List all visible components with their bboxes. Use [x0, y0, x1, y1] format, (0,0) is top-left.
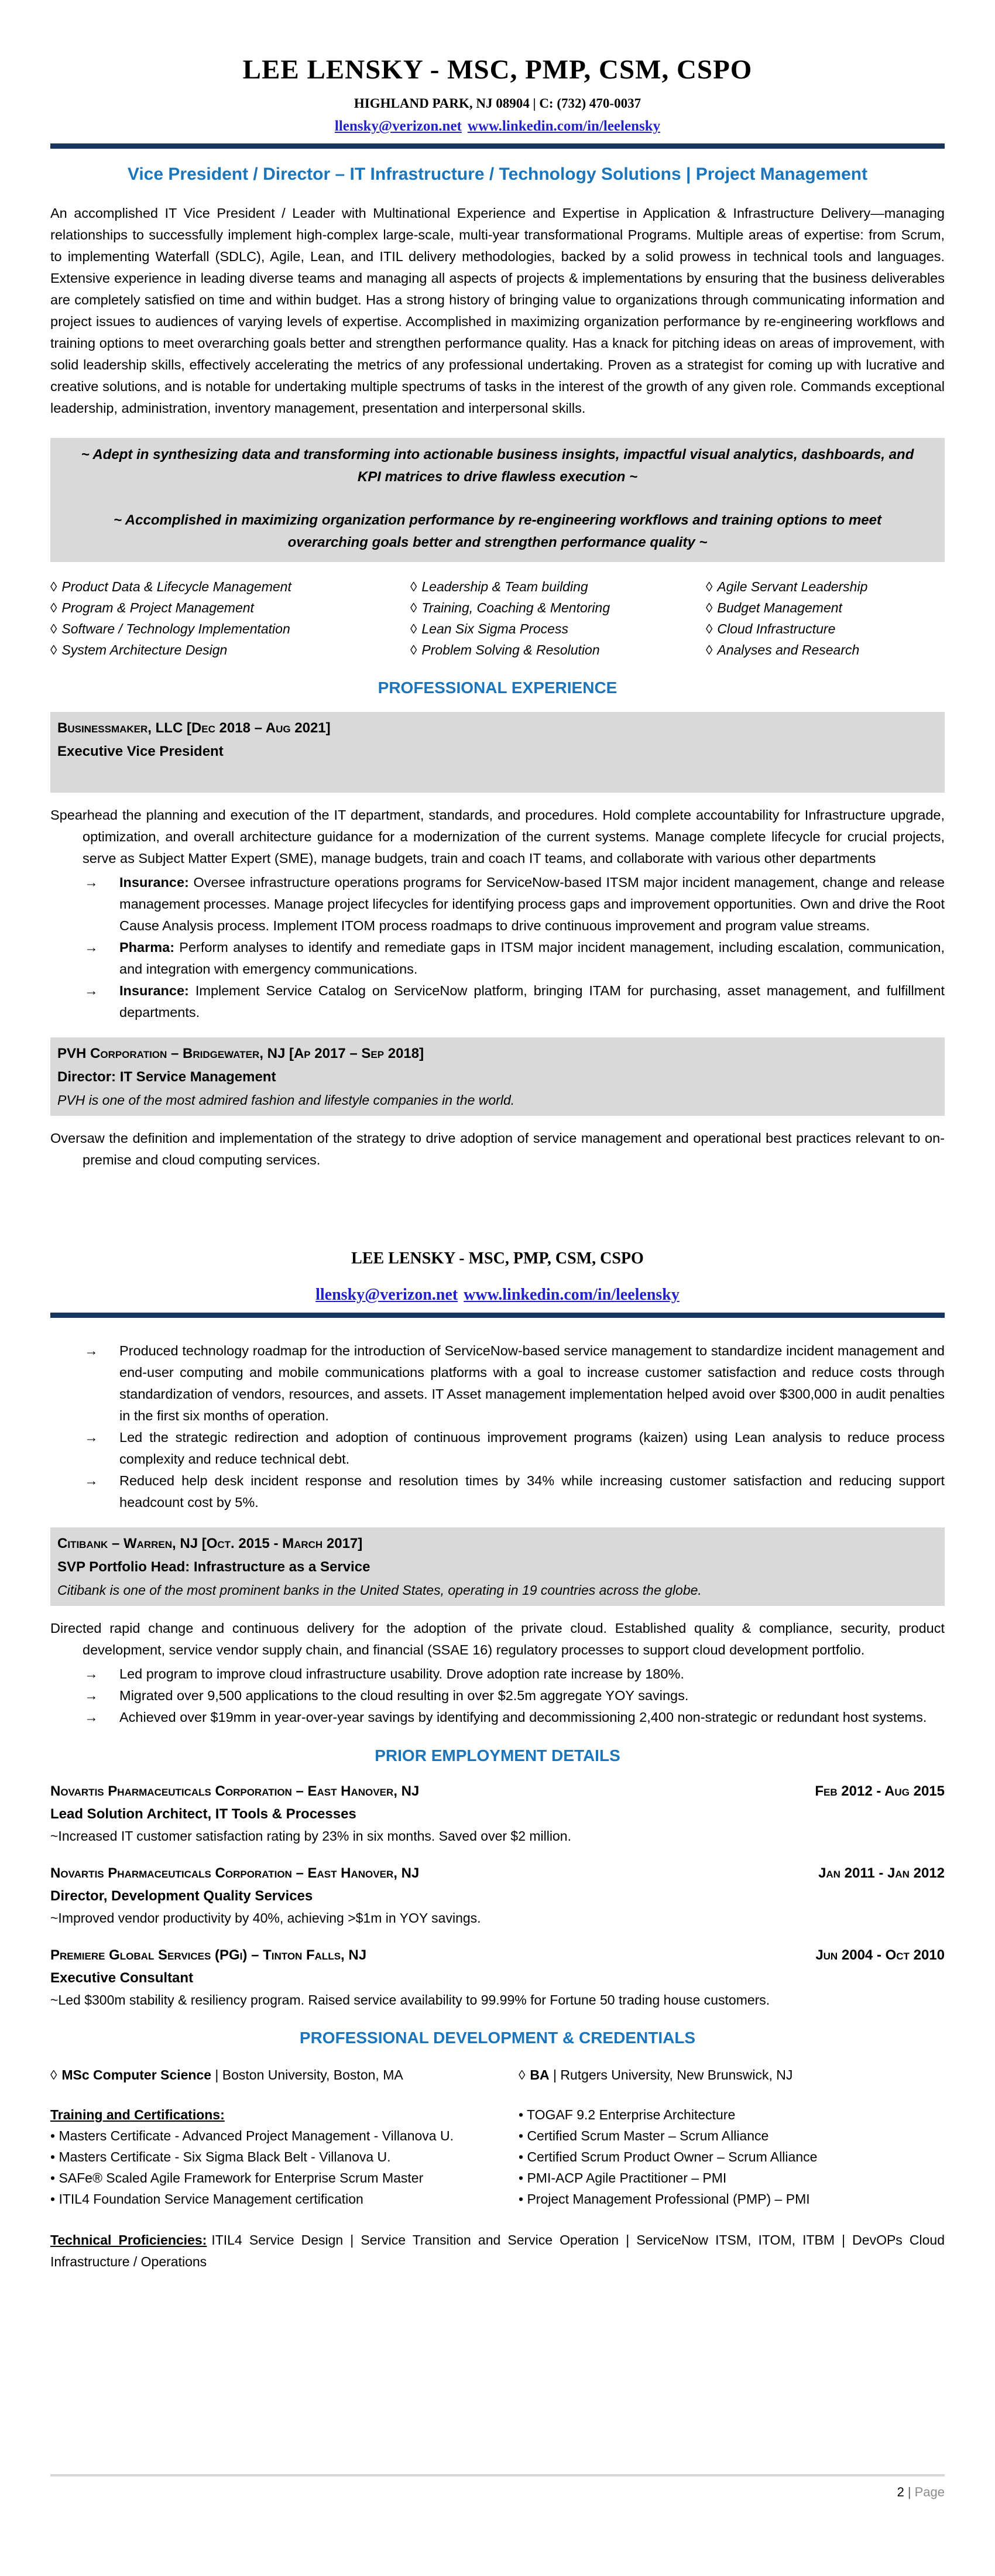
- headline: Vice President / Director – IT Infrastructure / Technology Solutions | Project Management: [127, 165, 868, 184]
- bullet-text: Produced technology roadmap for the introduction of ServiceNow-based service management to standardize incident management and end-user computing and mobile communications platforms with a goal to increase customer satisfaction and reduce costs through standardization of vendors, resources, and assets. IT Asset management implementation helped avoid over $300,000 in audit penalties in the first six months of operation.: [119, 1343, 945, 1423]
- role-intro-paragraph: Oversaw the definition and implementation of the strategy to drive adoption of service management and operational best practices relevant to on-premise and cloud computing services.: [50, 1131, 945, 1167]
- skill-item-label: System Architecture Design: [61, 642, 228, 657]
- company-line: Citibank – Warren, NJ [Oct. 2015 - March 2017]: [57, 1536, 363, 1551]
- company-line: Businessmaker, LLC [Dec 2018 – Aug 2021]: [57, 720, 331, 736]
- skills-column-1: [50, 576, 410, 660]
- role-title: SVP Portfolio Head: Infrastructure as a Service: [57, 1559, 370, 1575]
- prior-employment-entry: [50, 1944, 945, 2010]
- bullet-text: Led the strategic redirection and adoption of continuous improvement programs (kaizen) using Lean analysis to reduce process complexity and reduce technical debt.: [119, 1430, 945, 1467]
- company-description: Citibank is one of the most prominent banks in the United States, operating in 19 countries across the globe.: [57, 1582, 702, 1598]
- diamond-bullet-icon: ◊: [410, 600, 417, 615]
- footer-divider: [50, 2474, 945, 2476]
- degree-item: [519, 2064, 946, 2085]
- degrees-row: [50, 2064, 945, 2085]
- bullet-lead: Insurance:: [119, 983, 189, 998]
- prior-summary: ~Increased IT customer satisfaction rating by 23% in six months. Saved over $2 million.: [50, 1828, 571, 1844]
- arrow-bullet-icon: →: [84, 875, 98, 890]
- page2-header-divider: [50, 1313, 945, 1318]
- skill-item: [50, 576, 410, 597]
- degree-item: [50, 2064, 519, 2085]
- skill-item-label: Agile Servant Leadership: [717, 579, 868, 594]
- bullet-item: [50, 1427, 945, 1470]
- skill-item-label: Software / Technology Implementation: [61, 621, 290, 636]
- skills-column-2: [410, 576, 706, 660]
- diamond-bullet-icon: ◊: [706, 600, 713, 615]
- experience-page2: [50, 1340, 945, 1728]
- skills-list: [50, 576, 945, 660]
- training-item-left: • SAFe® Scaled Agile Framework for Enterprise Scrum Master: [50, 2170, 424, 2186]
- bullet-text: Led program to improve cloud infrastructure usability. Drove adoption rate increase by 180%.: [119, 1666, 684, 1681]
- prior-title: Executive Consultant: [50, 1970, 194, 1986]
- arrow-bullet-icon: →: [84, 1666, 98, 1681]
- bullet-item: [50, 1340, 945, 1427]
- skill-item: [410, 576, 706, 597]
- skill-item-label: Cloud Infrastructure: [717, 621, 836, 636]
- skills-column-3: [706, 576, 946, 660]
- diamond-bullet-icon: ◊: [519, 2067, 526, 2082]
- arrow-bullet-icon: →: [84, 1688, 98, 1703]
- degree-school: | Boston University, Boston, MA: [215, 2067, 403, 2082]
- prior-employment-entry: [50, 1862, 945, 1928]
- footer-page-indicator: [50, 2485, 945, 2500]
- skill-item: [706, 597, 946, 618]
- diamond-bullet-icon: ◊: [50, 642, 57, 657]
- diamond-bullet-icon: ◊: [706, 642, 713, 657]
- bullet-text: Implement Service Catalog on ServiceNow platform, bringing ITAM for purchasing, asset management, and fulfillment departments.: [119, 983, 945, 1020]
- bullet-text: Achieved over $19mm in year-over-year savings by identifying and decommissioning 2,400 non-strategic or redundant host systems.: [119, 1710, 927, 1725]
- diamond-bullet-icon: ◊: [706, 579, 713, 594]
- diamond-bullet-icon: ◊: [410, 621, 417, 636]
- section-heading-prior: PRIOR EMPLOYMENT DETAILS: [375, 1746, 620, 1765]
- prior-employment-list: [50, 1780, 945, 2010]
- skill-item: [50, 618, 410, 639]
- bullet-text: Oversee infrastructure operations programs for ServiceNow-based ITSM major incident management, change and release management processes. Manage project lifecycles for identifying process gaps and improvement opportunities. Own and drive the Root Cause Analysis process. Implement ITOM process roadmaps to drive continuous improvement and program value streams.: [119, 875, 945, 933]
- tagline: ~ Accomplished in maximizing organization performance by re-engineering workflows and training options to meet overarching goals better and strengthen performance quality ~: [114, 512, 881, 550]
- diamond-bullet-icon: ◊: [410, 579, 417, 594]
- diamond-bullet-icon: ◊: [410, 642, 417, 657]
- prior-company: Premiere Global Services (PGi) – Tinton Falls, NJ: [50, 1947, 367, 1963]
- header-divider: [50, 143, 945, 149]
- bullet-text: Migrated over 9,500 applications to the cloud resulting in over $2.5m aggregate YOY savings.: [119, 1688, 689, 1703]
- linkedin-link-2[interactable]: www.linkedin.com/in/leelensky: [464, 1286, 680, 1304]
- prior-company: Novartis Pharmaceuticals Corporation – East Hanover, NJ: [50, 1865, 420, 1881]
- role-header-block: [50, 1527, 945, 1606]
- email-link-2[interactable]: llensky@verizon.net: [315, 1286, 458, 1304]
- skill-item: [706, 576, 946, 597]
- prior-company-row: [50, 1862, 945, 1885]
- contact-links: [50, 117, 945, 135]
- footer-separator: |: [907, 2485, 911, 2499]
- diamond-bullet-icon: ◊: [50, 579, 57, 594]
- prior-company-row: [50, 1780, 945, 1803]
- tagline: ~ Adept in synthesizing data and transforming into actionable business insights, impactful visual analytics, dashboards, and KPI matrices to drive flawless execution ~: [81, 447, 914, 485]
- company-description: PVH is one of the most admired fashion and lifestyle companies in the world.: [57, 1092, 515, 1108]
- skill-item-label: Leadership & Team building: [421, 579, 588, 594]
- linkedin-link[interactable]: www.linkedin.com/in/leelensky: [467, 118, 661, 134]
- skill-item: [410, 618, 706, 639]
- prior-title: Director, Development Quality Services: [50, 1888, 313, 1904]
- skill-item-label: Lean Six Sigma Process: [421, 621, 568, 636]
- page-title: LEE LENSKY - MSC, PMP, CSM, CSPO: [242, 54, 753, 85]
- diamond-bullet-icon: ◊: [50, 600, 57, 615]
- skill-item-label: Training, Coaching & Mentoring: [421, 600, 610, 615]
- bullet-list: [50, 1340, 945, 1513]
- training-item-left: • Masters Certificate - Six Sigma Black Belt - Villanova U.: [50, 2149, 391, 2164]
- role-title: Executive Vice President: [57, 744, 224, 759]
- bullet-lead: Pharma:: [119, 940, 175, 955]
- bullet-item: [50, 1663, 945, 1685]
- skill-item-label: Product Data & Lifecycle Management: [61, 579, 291, 594]
- contact-line: HIGHLAND PARK, NJ 08904 | C: (732) 470-0037: [354, 96, 641, 111]
- prior-employment-entry: [50, 1780, 945, 1847]
- prior-dates: Jun 2004 - Oct 2010: [815, 1947, 945, 1963]
- training-item-right: • PMI-ACP Agile Practitioner – PMI: [519, 2170, 727, 2186]
- prior-title: Lead Solution Architect, IT Tools & Processes: [50, 1806, 356, 1822]
- prior-company: Novartis Pharmaceuticals Corporation – East Hanover, NJ: [50, 1783, 420, 1799]
- role-title: Director: IT Service Management: [57, 1069, 276, 1085]
- diamond-bullet-icon: ◊: [50, 2067, 57, 2082]
- technical-proficiencies-label: Technical Proficiencies:: [50, 2232, 207, 2248]
- training-header-label: Training and Certifications:: [50, 2107, 225, 2122]
- experience-page1: [50, 712, 945, 1171]
- section-heading-experience: PROFESSIONAL EXPERIENCE: [378, 679, 617, 697]
- skill-item-label: Program & Project Management: [61, 600, 254, 615]
- bullet-item: [50, 937, 945, 980]
- role-header-spacer: [57, 763, 938, 788]
- degree-school: | Rutgers University, New Brunswick, NJ: [553, 2067, 793, 2082]
- bullet-text: Reduced help desk incident response and resolution times by 34% while increasing customer satisfaction and reducing support headcount cost by 5%.: [119, 1473, 945, 1510]
- training-item-right: • Certified Scrum Master – Scrum Alliance: [519, 2128, 769, 2143]
- arrow-bullet-icon: →: [84, 1473, 98, 1488]
- footer-page-number: 2: [897, 2485, 904, 2499]
- page2-title: LEE LENSKY - MSC, PMP, CSM, CSPO: [351, 1249, 644, 1268]
- skill-item-label: Analyses and Research: [717, 642, 860, 657]
- diamond-bullet-icon: ◊: [50, 621, 57, 636]
- arrow-bullet-icon: →: [84, 1710, 98, 1725]
- skill-item: [50, 597, 410, 618]
- skill-item-label: Problem Solving & Resolution: [421, 642, 600, 657]
- bullet-text: Perform analyses to identify and remediate gaps in ITSM major incident management, including escalation, communication, and integration with emergency communications.: [119, 940, 945, 977]
- page2-contact-links: [50, 1284, 945, 1306]
- degree-name: BA: [530, 2067, 550, 2082]
- training-item-right: • Project Management Professional (PMP) – PMI: [519, 2191, 810, 2207]
- technical-proficiencies: [50, 2229, 945, 2273]
- bullet-item: [50, 980, 945, 1023]
- technical-proficiencies-text: ITIL4 Service Design | Service Transition and Service Operation | ServiceNow ITSM, ITOM, ITBM | DevOPs Cloud Infrastructure / Operations: [50, 2232, 945, 2269]
- bullet-lead: Insurance:: [119, 875, 189, 890]
- training-grid: [50, 2104, 945, 2210]
- arrow-bullet-icon: →: [84, 940, 98, 955]
- prior-dates: Jan 2011 - Jan 2012: [818, 1865, 945, 1881]
- training-header: [50, 2104, 519, 2125]
- arrow-bullet-icon: →: [84, 1343, 98, 1358]
- bullet-item: [50, 1470, 945, 1513]
- page-break-gap: [50, 1171, 945, 1234]
- skill-item: [410, 639, 706, 660]
- bullet-item: [50, 1685, 945, 1707]
- skill-item: [50, 639, 410, 660]
- diamond-bullet-icon: ◊: [706, 621, 713, 636]
- prior-company-row: [50, 1944, 945, 1967]
- role-header-block: [50, 1037, 945, 1116]
- taglines-block: [50, 438, 945, 562]
- prior-summary: ~Led $300m stability & resiliency program. Raised service availability to 99.99% for Fortune 50 trading house customers.: [50, 1992, 770, 2008]
- training-item-right: • TOGAF 9.2 Enterprise Architecture: [519, 2107, 736, 2122]
- skill-item: [706, 639, 946, 660]
- arrow-bullet-icon: →: [84, 1430, 98, 1445]
- degree-name: MSc Computer Science: [61, 2067, 212, 2082]
- bullet-item: [50, 1707, 945, 1728]
- role-header-block: [50, 712, 945, 793]
- role-intro-paragraph: Spearhead the planning and execution of the IT department, standards, and procedures. Hold complete accountability for Infrastructure upgrade, optimization, and overall architecture guidance for a modernization of the current systems. Manage complete lifecycle for crucial projects, serve as Subject Matter Expert (SME), manage budgets, train and coach IT teams, and collaborate with various other departments: [50, 807, 945, 866]
- skill-item: [706, 618, 946, 639]
- bullet-list: [50, 1663, 945, 1728]
- page-footer: [50, 2474, 945, 2500]
- training-item-left: • ITIL4 Foundation Service Management certification: [50, 2191, 363, 2207]
- prior-summary: ~Improved vendor productivity by 40%, achieving >$1m in YOY savings.: [50, 1910, 481, 1926]
- training-item-left: • Masters Certificate - Advanced Project Management - Villanova U.: [50, 2128, 454, 2143]
- section-heading-credentials: PROFESSIONAL DEVELOPMENT & CREDENTIALS: [299, 2029, 696, 2047]
- company-line: PVH Corporation – Bridgewater, NJ [Ap 2017 – Sep 2018]: [57, 1046, 424, 1061]
- bullet-list: [50, 872, 945, 1023]
- prior-dates: Feb 2012 - Aug 2015: [815, 1783, 945, 1799]
- role-intro-paragraph: Directed rapid change and continuous delivery for the adoption of the private cloud. Established quality & compliance, security, product development, service vendor supply chain, and financial (SSAE 16) regulatory processes to support cloud development portfolio.: [50, 1621, 945, 1657]
- skill-item: [410, 597, 706, 618]
- training-item-right: • Certified Scrum Product Owner – Scrum Alliance: [519, 2149, 818, 2164]
- summary-paragraph: An accomplished IT Vice President / Leader with Multinational Experience and Expertise in Application & Infrastructure Delivery—managing relationships to successfully implement high-complex large-scale, multi-year transformational Programs. Multiple areas of expertise: from Scrum, to implementing Waterfall (SDLC), Agile, Lean, and ITIL delivery methodologies, backed by a solid prowess in technical tools and languages. Extensive experience in leading diverse teams and managing all aspects of projects & implementations by ensuring that the business deliverables are completely satisfied on time and within budget. Has a strong history of bringing value to organizations through communicating information and project issues to audiences of varying levels of expertise. Accomplished in maximizing organization performance by re-engineering workflows and training options to meet overarching goals better and strengthen performance quality. Has a knack for pitching ideas on areas of improvement, with solid leadership skills, effectively accelerating the metrics of any professional undertaking. Proven as a strategist for coming up with lucrative and creative solutions, and is notable for undertaking multiple spectrums of tasks in the interest of the growth of any given role. Commands exceptional leadership, administration, inventory management, presentation and interpersonal skills.: [50, 205, 945, 416]
- footer-page-label: Page: [914, 2485, 945, 2499]
- bullet-item: [50, 872, 945, 937]
- email-link[interactable]: llensky@verizon.net: [334, 118, 462, 134]
- skill-item-label: Budget Management: [717, 600, 842, 615]
- arrow-bullet-icon: →: [84, 983, 98, 998]
